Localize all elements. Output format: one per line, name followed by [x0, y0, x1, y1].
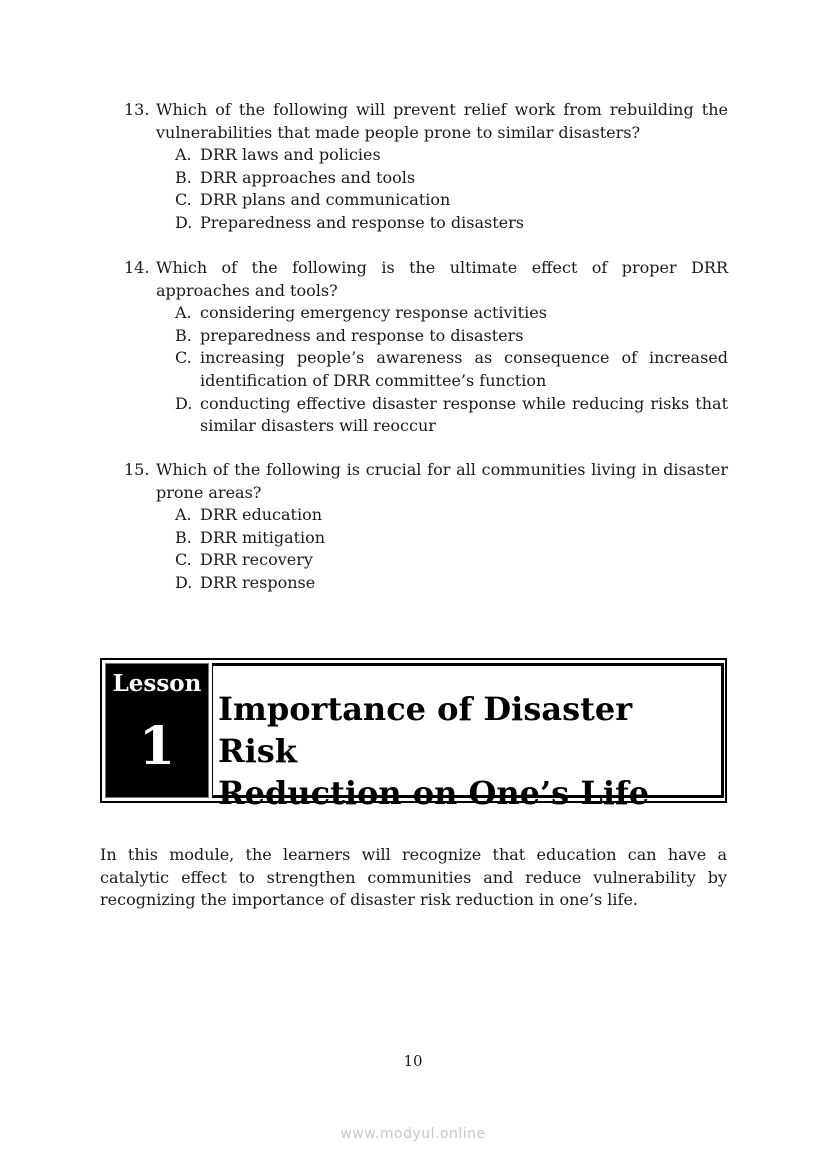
choice-b: [175, 325, 728, 348]
choice-text: DRR education: [200, 505, 323, 525]
choice-d: [175, 393, 728, 438]
question-number: 15.: [124, 460, 150, 479]
choice-letter: C.: [175, 550, 192, 570]
page-number: 10: [403, 1052, 423, 1070]
choice-letter: B.: [175, 325, 192, 345]
choice-letter: C.: [175, 348, 192, 368]
question-15: [124, 459, 728, 595]
lesson-banner: [100, 658, 727, 812]
choice-letter: A.: [175, 145, 192, 165]
choice-letter: B.: [175, 167, 192, 187]
lesson-title-box: [212, 663, 724, 812]
choice-letter: A.: [175, 303, 192, 323]
choice-c: [175, 549, 728, 572]
lesson-title-line-1: Importance of Disaster Risk: [218, 690, 633, 770]
choice-d: [175, 572, 728, 595]
question-14: [124, 257, 728, 438]
choice-b: [175, 527, 728, 550]
choice-d: [175, 212, 728, 235]
choice-a: [175, 144, 728, 167]
choice-c: [175, 347, 728, 392]
question-text: Which of the following is crucial for all communities living in disaster prone areas?: [156, 460, 728, 502]
choice-letter: D.: [175, 572, 193, 592]
lesson-title-line-2: Reduction on One’s Life: [218, 774, 650, 812]
choice-text: DRR recovery: [200, 550, 313, 570]
question-13: [124, 99, 728, 235]
choice-text: DRR plans and communication: [200, 190, 451, 210]
intro-paragraph: In this module, the learners will recognize that education can have a catalytic effect to strengthen communities and reduce vulnerability by recognizing the importance of disaster risk reduction in one’s life.: [100, 845, 727, 910]
choice-letter: D.: [175, 393, 193, 413]
choice-a: [175, 302, 728, 325]
question-number: 14.: [124, 258, 150, 277]
question-number: 13.: [124, 100, 150, 119]
choice-text: DRR response: [200, 572, 316, 592]
choice-text: DRR laws and policies: [200, 145, 381, 165]
choice-text: Preparedness and response to disasters: [200, 212, 524, 232]
choice-letter: A.: [175, 505, 192, 525]
choice-b: [175, 167, 728, 190]
lesson-number: 1: [138, 716, 176, 777]
lesson-label: Lesson: [112, 670, 202, 697]
choice-text: conducting effective disaster response while reducing risks that similar disasters will reoccur: [200, 393, 728, 436]
lesson-title: [218, 688, 721, 814]
watermark: www.modyul.online: [340, 1126, 486, 1142]
choice-letter: B.: [175, 527, 192, 547]
choice-letter: C.: [175, 190, 192, 210]
choice-text: DRR mitigation: [200, 527, 326, 547]
choice-text: DRR approaches and tools: [200, 167, 416, 187]
choice-text: increasing people’s awareness as consequence of increased identification of DRR committee’s function: [200, 348, 728, 390]
question-text: Which of the following will prevent relief work from rebuilding the vulnerabilities that made people prone to similar disasters?: [156, 100, 728, 142]
choice-text: considering emergency response activities: [200, 303, 547, 323]
lesson-number-box: [105, 663, 209, 798]
question-text: Which of the following is the ultimate effect of proper DRR approaches and tools?: [156, 258, 728, 300]
choice-text: preparedness and response to disasters: [200, 325, 524, 345]
choice-letter: D.: [175, 212, 193, 232]
choice-c: [175, 189, 728, 212]
choice-a: [175, 504, 728, 527]
